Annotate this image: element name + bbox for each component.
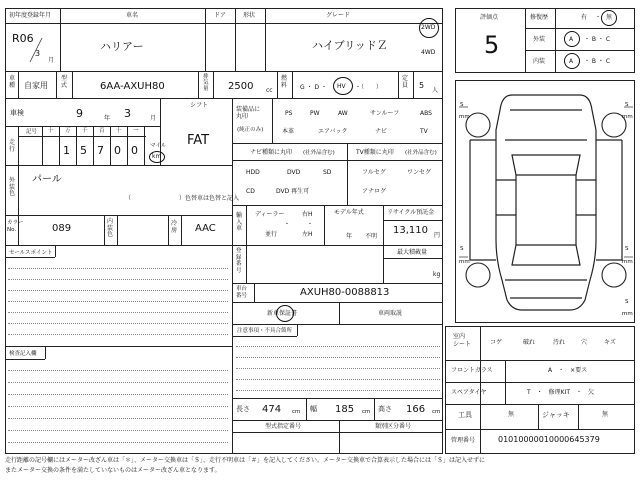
navi-item: DVD 再生可 (276, 188, 310, 195)
mileage-label: 走 行 (9, 139, 16, 153)
registration-label: 登 録 番 号 (236, 248, 242, 274)
new-car-warranty: 新車保証書 (267, 310, 298, 317)
repair-opt-yes: 有 (581, 14, 588, 21)
interior-check-item: 汚れ (553, 339, 566, 346)
mileage-note: 記号 (26, 129, 38, 135)
equipment-item: ABS (420, 110, 432, 117)
width-unit: cm (362, 409, 371, 415)
width-label: 幅 (310, 405, 317, 413)
drive-4wd: 4WD (421, 49, 436, 56)
front-glass-value: A ・ ×要ス (548, 367, 588, 374)
tire-s-fl: S (460, 102, 464, 108)
navi-item: DVD (287, 169, 301, 176)
shift-value: FAT (187, 133, 210, 148)
tv-item: ワンセグ (407, 169, 432, 176)
displacement-label: 排 気 量 (203, 74, 209, 93)
recycle-unit: 円 (434, 232, 441, 239)
navi-label: ナビ種類に丸印 (250, 149, 293, 156)
drive-2wd: 2WD (421, 24, 436, 31)
notes-label: 注意事項・不具合箇所 (237, 328, 293, 334)
form-no-label: 型式指定番号 (265, 423, 302, 430)
navi-sub: (社外品含む) (303, 150, 335, 156)
mileage-digit: 0 (131, 144, 138, 157)
tire-s-rl: S (460, 246, 464, 252)
recycle-value: 13,110 (393, 225, 428, 236)
door-label: ドア (214, 12, 226, 19)
spare-tire-value: T ・ 修理KIT ・ 欠 (527, 389, 595, 396)
footer-line-1: 走行距離の記号欄にはメーター改ざん車は「＊」、メーター交換車は「＄」、走行不明車は「＃」を記入してください。メーター交換車で合算表示した場合には「＄」は記入せずに (5, 457, 486, 464)
vehicle-type: 自家用 (24, 81, 48, 90)
model-label: 型 式 (61, 75, 68, 89)
tire-mm-fl: mm (459, 114, 470, 120)
fuel-selected: HV (337, 83, 346, 90)
tv-sub: (社外品含む) (405, 150, 437, 156)
tire-mm-rr: mm (622, 259, 633, 265)
inspection-label: 車検 (10, 109, 24, 117)
max-load-unit: kg (433, 271, 441, 278)
exterior-grade-a: A (569, 36, 574, 43)
front-glass-label: フロントガラス (451, 367, 493, 374)
displacement-value: 2500 (228, 81, 254, 92)
tv-label: TV種類に丸印 (356, 149, 394, 156)
spare-tire-label: スペアタイヤ (451, 389, 487, 396)
score-label: 評価点 (480, 14, 499, 21)
score-value: 5 (484, 31, 500, 59)
exterior-color: パール (32, 174, 62, 185)
repair-label: 修復歴 (530, 14, 549, 21)
max-load-label: 最大積載量 (397, 249, 428, 256)
mileage-unit-head: 百 (99, 128, 105, 134)
import-dot1: ・ (284, 221, 291, 228)
navi-item: SD (323, 169, 332, 176)
km-label: km (152, 153, 162, 160)
height-value: 166 (406, 404, 426, 415)
jack-label: ジャッキ (542, 411, 570, 419)
equipment-item: サンルーフ (370, 110, 400, 117)
month-unit: 月 (48, 57, 55, 64)
capacity-unit: 人 (432, 87, 439, 94)
navi-item: HDD (246, 169, 260, 176)
import-parallel: 並行 (265, 231, 278, 238)
sales-point-label: セールスポイント (9, 250, 53, 256)
footer-line-2: またメーター交換の条件を満たしていないものはメーター改ざん車となります。 (5, 467, 221, 474)
length-value: 474 (262, 404, 282, 415)
shape-label: 形状 (243, 12, 256, 19)
inspection-year-unit: 年 (104, 115, 111, 122)
chassis-value: AXUH80-0088813 (300, 287, 390, 298)
ac-value: AAC (195, 223, 216, 234)
mileage-unit-head: 十 (48, 128, 54, 134)
capacity-label: 定 員 (402, 75, 409, 89)
interior-check-item: キズ (604, 339, 616, 346)
interior-color-label: 内 装 色 (107, 218, 114, 239)
grade-label: グレード (326, 12, 351, 19)
import-dealer: ディーラー (255, 211, 285, 218)
model-year-label: モデル年式 (334, 209, 364, 216)
model-value: 6AA-AXUH80 (100, 81, 165, 92)
width-value: 185 (335, 404, 355, 415)
equipment-item: ナビ (375, 128, 388, 135)
import-left: 左H (302, 231, 313, 238)
interior-check-item: 破れ (523, 339, 536, 346)
cc-unit: cc (266, 87, 273, 94)
mileage-unit-head: 一 (133, 128, 139, 134)
length-label: 長さ (236, 405, 250, 413)
car-name: ハリアー (100, 40, 144, 53)
equipment-item: PW (310, 110, 320, 117)
inspection-month: 3 (124, 107, 131, 120)
inspection-year: 9 (76, 107, 83, 120)
management-label: 管理番号 (451, 437, 476, 444)
exterior-note: （ ）色替車は色替と記入 (125, 195, 240, 202)
navi-item: CD (246, 188, 255, 195)
equipment-item: AW (338, 110, 348, 117)
mileage-digit: 0 (114, 144, 121, 157)
repair-selected: 無 (606, 14, 613, 21)
first-reg-year: R06 (12, 32, 34, 45)
inspection-month-unit: 月 (150, 115, 157, 122)
tv-item: アナログ (362, 188, 387, 195)
mileage-digit: 7 (97, 144, 104, 157)
car-name-label: 車名 (126, 12, 139, 19)
interior-check-label: 室内 シート (453, 333, 472, 348)
import-right: 右H (302, 211, 313, 218)
vehicle-label: 車 種 (9, 75, 16, 89)
color-no-label: カラー No. (7, 220, 24, 234)
tools-label: 工具 (458, 411, 472, 419)
equipment-item: エアバック (318, 128, 348, 135)
fuel-options: G ・ D ・ (300, 84, 327, 91)
exterior-grade-label: 外装 (533, 36, 546, 43)
repair-opt-dot: ・ (595, 14, 602, 21)
jack-value: 無 (602, 411, 609, 418)
spare-mm: mm (622, 311, 633, 317)
equipment-item: TV (420, 128, 428, 135)
management-value: 01010000010000645379 (498, 435, 600, 444)
height-label: 高さ (378, 405, 392, 413)
exterior-label: 外 装 色 (9, 177, 16, 198)
mileage-digit: 5 (80, 144, 87, 157)
tools-value: 無 (508, 411, 515, 418)
mileage-unit-head: 万 (65, 128, 71, 134)
fuel-label: 燃 料 (281, 75, 288, 89)
length-unit: cm (292, 409, 301, 415)
fuel-other: ・（ ） (355, 84, 383, 91)
mileage-unit-head: 千 (82, 128, 88, 134)
first-reg-label: 初年度登録年月 (9, 12, 52, 19)
model-year-unknown: 不明 (365, 233, 378, 240)
interior-check-item: コゲ (490, 339, 503, 346)
first-reg-month: 3 (35, 49, 41, 58)
color-no-value: 089 (52, 223, 72, 234)
shift-label: シフト (190, 102, 209, 109)
interior-grade-a: A (569, 58, 574, 65)
equipment-label: 装備品に 丸印 (236, 106, 261, 120)
tire-mm-rl: mm (459, 259, 470, 265)
mile-label: マイル (150, 143, 167, 149)
recycle-label: リサイクル預託金 (387, 209, 435, 216)
mileage-unit-head: 十 (116, 128, 122, 134)
exterior-grade-rest: ・ B ・ C (584, 36, 611, 43)
class-no-label: 類別区分番号 (375, 423, 412, 430)
tire-s-rr: S (625, 246, 629, 252)
capacity-value: 5 (419, 81, 425, 90)
grade-value: ハイブリッドＺ (312, 39, 388, 52)
equipment-sub: (純正のみ) (237, 127, 264, 133)
tire-s-fr: S (625, 102, 629, 108)
import-label: 輸 入 車 (236, 212, 243, 233)
equipment-item: 本革 (282, 128, 295, 135)
mileage-digit: 1 (63, 144, 70, 157)
ac-label: 冷 房 (171, 220, 178, 234)
spare-s: S (625, 299, 629, 305)
vehicle-manual: 車両取説 (378, 310, 403, 317)
chassis-label: 車台 番号 (236, 286, 248, 299)
tv-item: フルセグ (362, 169, 386, 176)
model-year-unit: 年 (346, 233, 353, 240)
equipment-item: PS (285, 110, 293, 117)
interior-check-item: 穴 (581, 339, 588, 346)
interior-grade-rest: ・ B ・ C (584, 58, 611, 65)
tire-mm-fr: mm (622, 114, 633, 120)
inspector-label: 検査記入欄 (9, 351, 37, 357)
import-dot2: ・ (307, 221, 314, 228)
interior-grade-label: 内装 (533, 58, 546, 65)
height-unit: cm (432, 409, 441, 415)
